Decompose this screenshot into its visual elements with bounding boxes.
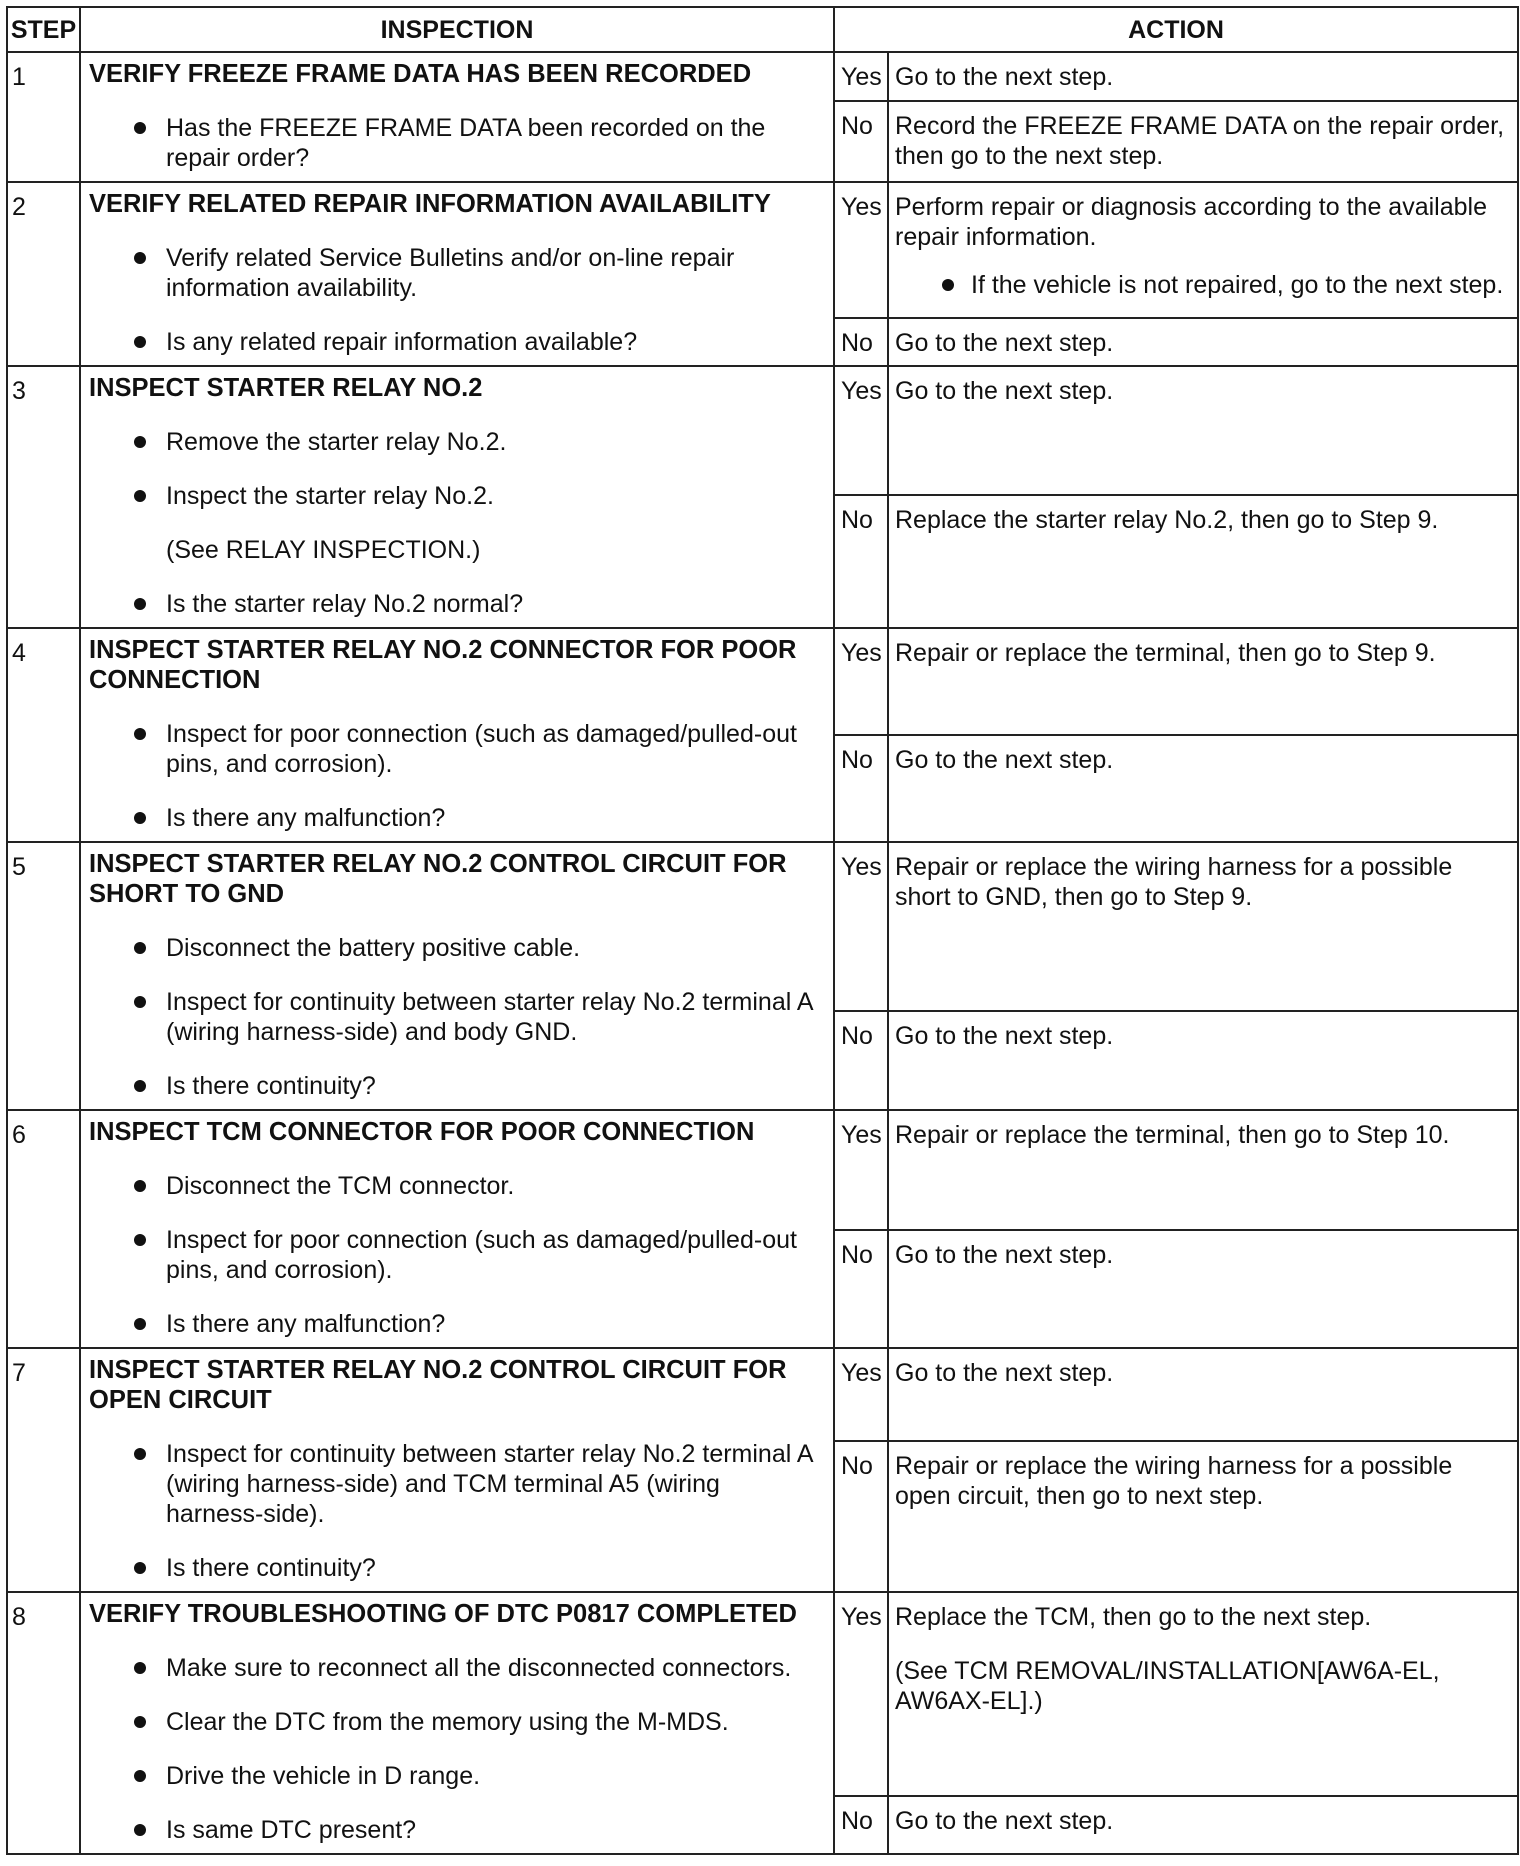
action-cell (888, 1011, 1518, 1110)
step-number: 7 (7, 1348, 80, 1592)
inspection-cell (80, 842, 834, 1110)
action-cell (888, 1110, 1518, 1230)
inspection-item (89, 719, 821, 779)
step-number: 3 (7, 366, 80, 628)
action-cell (888, 1796, 1518, 1854)
inspection-title: VERIFY FREEZE FRAME DATA HAS BEEN RECORDED (89, 60, 752, 88)
action-text: Repair or replace the terminal, then go to Step 9. (895, 639, 1436, 667)
inspection-item-text: Make sure to reconnect all the disconnected connectors. (166, 1654, 792, 1682)
header-step: STEP (7, 7, 80, 52)
answer-label: No (834, 1011, 888, 1110)
inspection-item (89, 243, 821, 303)
inspection-list (89, 243, 821, 357)
action-cell (888, 495, 1518, 628)
inspection-item-text: Is there any malfunction? (166, 1310, 446, 1338)
action-cell (888, 628, 1518, 735)
action-text: Replace the TCM, then go to the next step. (895, 1603, 1372, 1631)
table-row (7, 52, 1518, 101)
action-subitem (895, 270, 1507, 300)
diagnostic-table (6, 6, 1519, 1855)
inspection-list (89, 1171, 821, 1339)
inspection-item (89, 1815, 821, 1845)
diagnostic-procedure-page (6, 6, 1517, 1864)
table-row (7, 842, 1518, 1011)
step-number: 2 (7, 182, 80, 366)
bullet-icon (134, 252, 146, 264)
step-number: 8 (7, 1592, 80, 1854)
inspection-item (89, 1225, 821, 1285)
action-cell (888, 735, 1518, 842)
action-text: Go to the next step. (895, 328, 1114, 357)
inspection-item-text: Remove the starter relay No.2. (166, 428, 507, 456)
answer-label: Yes (834, 1110, 888, 1230)
bullet-icon (134, 1080, 146, 1092)
table-header-row (7, 7, 1518, 52)
inspection-item (89, 803, 821, 833)
inspection-item (89, 1439, 821, 1529)
bullet-icon (134, 1770, 146, 1782)
action-text: Go to the next step. (895, 1240, 1114, 1269)
answer-label: No (834, 1230, 888, 1348)
action-text: Go to the next step. (895, 63, 1114, 91)
inspection-title: INSPECT STARTER RELAY NO.2 CONTROL CIRCUIT FOR OPEN CIRCUIT (89, 1356, 787, 1414)
bullet-icon (134, 942, 146, 954)
inspection-cell (80, 52, 834, 182)
inspection-item-text: Inspect for continuity between starter relay No.2 terminal A (wiring harness-side) and body GND. (166, 988, 813, 1046)
inspection-item-text: Disconnect the battery positive cable. (166, 934, 581, 962)
inspection-cell (80, 628, 834, 842)
bullet-icon (134, 598, 146, 610)
action-cell (888, 101, 1518, 182)
inspection-cell (80, 1592, 834, 1854)
inspection-cell (80, 366, 834, 628)
inspection-item (89, 1171, 821, 1201)
inspection-item-text: Verify related Service Bulletins and/or on-line repair information availability. (166, 244, 735, 302)
answer-label: Yes (834, 182, 888, 318)
bullet-icon (134, 1716, 146, 1728)
inspection-title: INSPECT STARTER RELAY NO.2 (89, 374, 483, 402)
inspection-item (89, 589, 821, 619)
action-cell (888, 1441, 1518, 1592)
inspection-item (89, 1309, 821, 1339)
bullet-icon (134, 1448, 146, 1460)
inspection-item (89, 933, 821, 963)
bullet-icon (134, 812, 146, 824)
inspection-note (89, 535, 821, 565)
table-row (7, 1592, 1518, 1796)
inspection-list (89, 427, 821, 619)
action-text: Perform repair or diagnosis according to the available repair information. (895, 193, 1487, 251)
bullet-icon (134, 336, 146, 348)
action-subitem-text: If the vehicle is not repaired, go to the next step. (971, 271, 1504, 299)
action-cell (888, 318, 1518, 366)
inspection-item-text: Is there continuity? (166, 1072, 376, 1100)
answer-label: Yes (834, 1592, 888, 1796)
header-action: ACTION (834, 7, 1518, 52)
table-row (7, 366, 1518, 495)
bullet-icon (134, 490, 146, 502)
action-cell (888, 52, 1518, 101)
bullet-icon (134, 1234, 146, 1246)
answer-label: Yes (834, 1348, 888, 1441)
answer-label: No (834, 318, 888, 366)
action-text: Repair or replace the wiring harness for a possible open circuit, then go to next step. (895, 1452, 1453, 1510)
inspection-title: INSPECT STARTER RELAY NO.2 CONTROL CIRCUIT FOR SHORT TO GND (89, 850, 787, 908)
inspection-list (89, 1439, 821, 1583)
table-row (7, 628, 1518, 735)
answer-label: Yes (834, 366, 888, 495)
action-text: Go to the next step. (895, 1807, 1114, 1836)
inspection-title: INSPECT TCM CONNECTOR FOR POOR CONNECTION (89, 1118, 755, 1146)
bullet-icon (134, 728, 146, 740)
answer-label: Yes (834, 52, 888, 101)
inspection-item (89, 1071, 821, 1101)
inspection-item-text: Is any related repair information available? (166, 328, 638, 356)
inspection-list (89, 113, 821, 173)
action-note: (See TCM REMOVAL/INSTALLATION[AW6A-EL, AW6AX-EL].) (895, 1657, 1440, 1715)
inspection-item (89, 1653, 821, 1683)
answer-label: No (834, 735, 888, 842)
bullet-icon (134, 996, 146, 1008)
bullet-icon (134, 436, 146, 448)
inspection-item (89, 1553, 821, 1583)
inspection-item (89, 427, 821, 457)
inspection-item-text: Disconnect the TCM connector. (166, 1172, 515, 1200)
inspection-item-text: Inspect for poor connection (such as damaged/pulled-out pins, and corrosion). (166, 1226, 797, 1284)
bullet-icon (134, 1318, 146, 1330)
answer-label: No (834, 1441, 888, 1592)
bullet-icon (942, 279, 954, 291)
answer-label: No (834, 495, 888, 628)
action-cell (888, 366, 1518, 495)
step-number: 4 (7, 628, 80, 842)
inspection-item (89, 1761, 821, 1791)
action-text: Replace the starter relay No.2, then go to Step 9. (895, 506, 1439, 535)
answer-label: Yes (834, 842, 888, 1011)
inspection-list (89, 933, 821, 1101)
step-number: 1 (7, 52, 80, 182)
inspection-item-text: Is the starter relay No.2 normal? (166, 590, 524, 618)
inspection-cell (80, 1110, 834, 1348)
action-cell (888, 1348, 1518, 1441)
inspection-item (89, 481, 821, 511)
action-text: Go to the next step. (895, 1359, 1114, 1387)
table-row (7, 1348, 1518, 1441)
inspection-item (89, 987, 821, 1047)
inspection-item-text: Is there any malfunction? (166, 804, 446, 832)
answer-label: No (834, 101, 888, 182)
bullet-icon (134, 1562, 146, 1574)
inspection-item-text: Inspect for continuity between starter relay No.2 terminal A (wiring harness-side) and TCM terminal A5 (wiring harness-side). (166, 1440, 813, 1528)
table-row (7, 182, 1518, 318)
answer-label: No (834, 1796, 888, 1854)
action-cell (888, 842, 1518, 1011)
inspection-list (89, 719, 821, 833)
action-text: Go to the next step. (895, 377, 1114, 405)
step-number: 6 (7, 1110, 80, 1348)
bullet-icon (134, 1662, 146, 1674)
inspection-item (89, 113, 821, 173)
action-cell (888, 1592, 1518, 1796)
inspection-item (89, 327, 821, 357)
bullet-icon (134, 122, 146, 134)
inspection-item-text: Clear the DTC from the memory using the M-MDS. (166, 1708, 729, 1736)
action-text: Repair or replace the wiring harness for a possible short to GND, then go to Step 9. (895, 853, 1453, 911)
inspection-item-text: Drive the vehicle in D range. (166, 1762, 481, 1790)
action-cell (888, 1230, 1518, 1348)
action-cell (888, 182, 1518, 318)
action-text: Go to the next step. (895, 746, 1114, 774)
inspection-item-text: Has the FREEZE FRAME DATA been recorded on the repair order? (166, 114, 766, 172)
answer-label: Yes (834, 628, 888, 735)
inspection-list (89, 1653, 821, 1845)
inspection-item-text: Is same DTC present? (166, 1816, 417, 1844)
inspection-item-text: Inspect the starter relay No.2. (166, 482, 494, 510)
inspection-title: INSPECT STARTER RELAY NO.2 CONNECTOR FOR POOR CONNECTION (89, 636, 797, 694)
bullet-icon (134, 1824, 146, 1836)
inspection-cell (80, 182, 834, 366)
inspection-title: VERIFY RELATED REPAIR INFORMATION AVAILABILITY (89, 190, 771, 218)
action-text: Go to the next step. (895, 1022, 1114, 1051)
inspection-cell (80, 1348, 834, 1592)
bullet-icon (134, 1180, 146, 1192)
inspection-note-text: (See RELAY INSPECTION.) (166, 536, 481, 564)
action-text: Repair or replace the terminal, then go to Step 10. (895, 1121, 1450, 1149)
inspection-title: VERIFY TROUBLESHOOTING OF DTC P0817 COMPLETED (89, 1600, 797, 1628)
table-row (7, 1110, 1518, 1230)
step-number: 5 (7, 842, 80, 1110)
inspection-item-text: Inspect for poor connection (such as damaged/pulled-out pins, and corrosion). (166, 720, 797, 778)
action-sublist (895, 270, 1507, 300)
header-inspection: INSPECTION (80, 7, 834, 52)
action-text: Record the FREEZE FRAME DATA on the repair order, then go to the next step. (895, 112, 1505, 171)
inspection-item-text: Is there continuity? (166, 1554, 376, 1582)
inspection-item (89, 1707, 821, 1737)
